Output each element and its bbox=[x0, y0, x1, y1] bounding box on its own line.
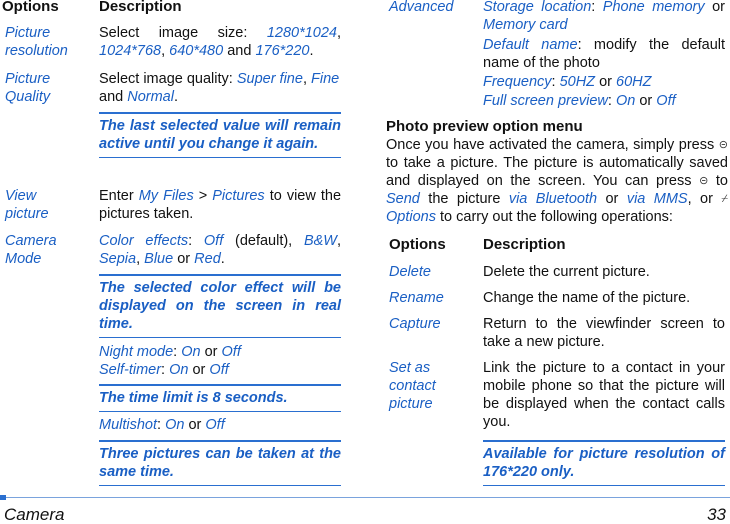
color-effects-red: Red bbox=[194, 251, 221, 267]
color-effects-or: or bbox=[177, 251, 191, 267]
storage-location-label: Storage location bbox=[483, 0, 592, 15]
option-picture-quality: Picture Quality bbox=[5, 71, 51, 105]
color-effects-sepia: Sepia bbox=[99, 251, 137, 267]
self-timer-on: On bbox=[169, 362, 189, 378]
full-screen-preview-off: Off bbox=[656, 93, 676, 109]
self-timer-off: Off bbox=[209, 362, 229, 378]
view-enter: Enter bbox=[99, 188, 134, 204]
preview-p1: Once you have activated the camera, simply press bbox=[386, 137, 715, 153]
note-available-resolution: Available for picture resolution of 176*220 only. bbox=[483, 440, 725, 486]
resolution-640: 640*480 bbox=[169, 43, 224, 59]
color-effects-default: (default), bbox=[234, 233, 293, 249]
footer-rule bbox=[0, 497, 730, 498]
multishot-label: Multishot bbox=[99, 417, 158, 433]
full-screen-preview-or: or bbox=[639, 93, 653, 109]
right-header-description: Description bbox=[483, 236, 566, 253]
desc-set-as-contact-picture: Link the picture to a contact in your mobile phone so that the picture will be displayed when the contact calls you. bbox=[483, 360, 725, 430]
self-timer-or: or bbox=[192, 362, 206, 378]
frequency-label: Frequency bbox=[483, 74, 552, 90]
note-color-effect: The selected color effect will be displayed on the screen in real time. bbox=[99, 274, 341, 338]
full-screen-preview-label: Full screen preview bbox=[483, 93, 608, 109]
color-effects-colon: : bbox=[188, 233, 193, 249]
preview-p3: the picture bbox=[428, 191, 501, 207]
color-effects-end: . bbox=[220, 251, 225, 267]
view-pictures: Pictures bbox=[212, 188, 265, 204]
desc-delete: Delete the current picture. bbox=[483, 264, 650, 280]
desc-storage-location: Storage location: Phone memory or Memory card bbox=[483, 0, 725, 33]
desc-picture-quality: Select image quality: Super fine, Fine and Normal. bbox=[99, 71, 340, 105]
frequency-50hz: 50HZ bbox=[559, 74, 596, 90]
option-rename: Rename bbox=[389, 290, 444, 306]
full-screen-preview-on: On bbox=[615, 93, 636, 109]
note-three-pictures: Three pictures can be taken at the same time. bbox=[99, 440, 341, 486]
desc-color-effects: Color effects: Off (default), B&W, Sepia, Blue or Red. bbox=[99, 233, 342, 267]
color-effects-label: Color effects bbox=[99, 233, 189, 249]
options-softkey-icon: ⌿ bbox=[721, 193, 728, 205]
resolution-1280: 1280*1024 bbox=[266, 25, 337, 41]
option-advanced: Advanced bbox=[389, 0, 454, 15]
view-gt: > bbox=[198, 188, 208, 204]
desc-self-timer: Self-timer: On or Off bbox=[99, 362, 229, 378]
preview-p2: to take a picture. The picture is automatically saved and displayed on the screen. You can press bbox=[386, 155, 728, 189]
desc-rename: Change the name of the picture. bbox=[483, 290, 691, 306]
desc-full-screen-preview: Full screen preview: On or Off bbox=[483, 93, 676, 109]
night-mode-off: Off bbox=[221, 344, 241, 360]
multishot-or: or bbox=[188, 417, 202, 433]
night-mode-on: On bbox=[181, 344, 201, 360]
note-last-selected: The last selected value will remain active until you change it again. bbox=[99, 112, 341, 158]
quality-prefix: Select image quality: bbox=[99, 71, 233, 87]
option-set-as-contact-picture: Set as contact picture bbox=[389, 360, 436, 412]
desc-picture-resolution: Select image size: 1280*1024, 1024*768, 640*480 and 176*220. bbox=[99, 25, 342, 59]
option-view-picture: View picture bbox=[5, 188, 49, 222]
ok-key-icon-2: ⊝ bbox=[699, 175, 709, 187]
right-header-options: Options bbox=[389, 236, 446, 253]
option-camera-mode: Camera Mode bbox=[5, 233, 57, 267]
multishot-off: Off bbox=[205, 417, 225, 433]
default-name-desc: : modify the default name of the photo bbox=[483, 37, 726, 71]
ok-key-icon: ⊝ bbox=[718, 139, 729, 151]
photo-preview-heading: Photo preview option menu bbox=[386, 118, 583, 135]
storage-memory-card: Memory card bbox=[483, 17, 568, 33]
preview-via-bluetooth: via Bluetooth bbox=[508, 191, 598, 207]
storage-or: or bbox=[712, 0, 725, 15]
quality-super-fine: Super fine bbox=[236, 71, 303, 87]
preview-or: or bbox=[605, 191, 619, 207]
desc-night-mode: Night mode: On or Off bbox=[99, 344, 241, 360]
quality-and: and bbox=[99, 89, 124, 105]
preview-options: Options bbox=[386, 209, 436, 225]
resolution-1024: 1024*768 bbox=[99, 43, 162, 59]
resolution-prefix: Select image size: bbox=[99, 25, 248, 41]
resolution-and: and bbox=[227, 43, 252, 59]
preview-via-mms: via MMS bbox=[626, 191, 688, 207]
preview-p4: to carry out the following operations: bbox=[440, 209, 673, 225]
frequency-60hz: 60HZ bbox=[616, 74, 652, 90]
left-header-description: Description bbox=[99, 0, 182, 15]
night-mode-or: or bbox=[204, 344, 218, 360]
resolution-end: . bbox=[309, 43, 314, 59]
note-time-limit: The time limit is 8 seconds. bbox=[99, 384, 341, 412]
quality-fine: Fine bbox=[311, 71, 340, 87]
resolution-176: 176*220 bbox=[255, 43, 310, 59]
color-effects-blue: Blue bbox=[144, 251, 174, 267]
preview-or2: , or bbox=[687, 191, 713, 207]
night-mode-label: Night mode bbox=[99, 344, 174, 360]
footer-section-title: Camera bbox=[4, 505, 65, 524]
default-name-label: Default name bbox=[483, 37, 578, 53]
left-header-options: Options bbox=[2, 0, 59, 15]
desc-default-name bbox=[483, 36, 725, 72]
storage-phone-memory: Phone memory bbox=[602, 0, 705, 15]
quality-normal: Normal bbox=[127, 89, 174, 105]
view-my-files: My Files bbox=[138, 188, 194, 204]
footer-page-number: 33 bbox=[707, 505, 726, 524]
desc-frequency: Frequency: 50HZ or 60HZ bbox=[483, 74, 652, 90]
desc-multishot: Multishot: On or Off bbox=[99, 417, 225, 433]
quality-end: . bbox=[173, 89, 178, 105]
self-timer-label: Self-timer bbox=[99, 362, 162, 378]
photo-preview-paragraph bbox=[386, 136, 728, 226]
frequency-or: or bbox=[599, 74, 612, 90]
option-capture: Capture bbox=[389, 316, 441, 332]
option-picture-resolution: Picture resolution bbox=[5, 25, 68, 59]
desc-view-picture bbox=[99, 187, 341, 223]
footer-accent bbox=[0, 495, 6, 500]
color-effects-off: Off bbox=[203, 233, 224, 249]
color-effects-bw: B&W bbox=[303, 233, 337, 249]
desc-capture: Return to the viewfinder screen to take a new picture. bbox=[483, 316, 725, 350]
preview-to: to bbox=[715, 173, 728, 189]
multishot-on: On bbox=[165, 417, 185, 433]
preview-send: Send bbox=[386, 191, 420, 207]
option-delete: Delete bbox=[389, 264, 431, 280]
view-suffix: to view the pictures taken. bbox=[99, 188, 342, 222]
